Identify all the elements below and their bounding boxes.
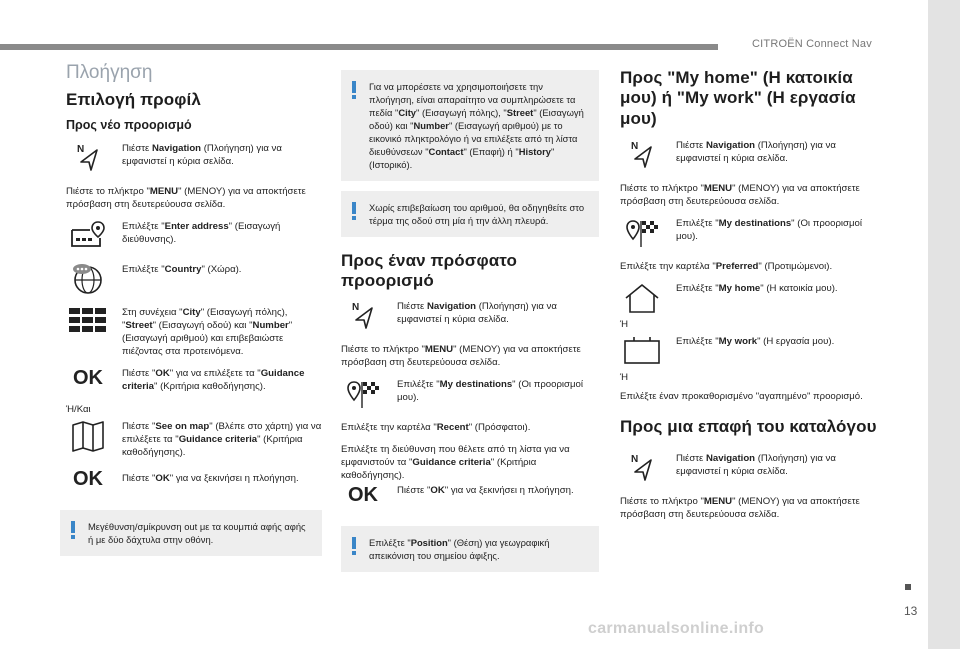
or-and-label: Ή/Και <box>66 404 91 416</box>
page-number: 13 <box>904 604 918 618</box>
heading-profile: Επιλογή προφίλ <box>66 90 201 109</box>
note-navigation-fields: Για να μπορέσετε να χρησιμοποιήσετε την πλοήγηση, είναι απαραίτητο να συμπληρώσετε τα πεδία "City" (Εισαγωγή πόλης), "Street" (Εισαγωγή οδού) και "Number" (Εισαγωγή αριθμού) με το εικονικό πληκτρολόγιο ή να επιλέξετε από τη λίστα διευθύνσεων "Contact" (Επαφή) ή "History" (Ιστορικό). <box>341 70 599 181</box>
page-edge-strip <box>928 0 960 649</box>
step-select-address: Επιλέξτε τη διεύθυνση που θέλετε από τη λίστα για να εμφανιστούν τα "Guidance criteria" (Κριτήρια καθοδήγησης). <box>341 443 570 481</box>
column-3 <box>620 68 882 530</box>
step-my-destinations: Επιλέξτε "My destinations" (Οι προορισμοί μου). <box>620 217 882 251</box>
info-icon <box>352 81 356 99</box>
note-position: Επιλέξτε "Position" (Θέση) για γεωγραφική απεικόνιση του σημείου άφιξης. <box>341 526 599 572</box>
navigation-arrow-icon <box>620 139 664 169</box>
globe-icon <box>66 263 110 295</box>
step-country: Επιλέξτε "Country" (Χώρα). <box>66 263 324 297</box>
step-recent-tab: Επιλέξτε την καρτέλα "Recent" (Πρόσφατοι). <box>341 421 531 433</box>
keyboard-icon <box>66 306 110 336</box>
note-no-confirmation: Χωρίς επιβεβαίωση του αριθμού, θα οδηγηθείτε στο τέρμα της οδού στη μία ή την άλλη πλευρά. <box>341 191 599 237</box>
step-menu: Πιέστε το πλήκτρο "MENU" (ΜΕΝΟΥ) για να αποκτήσετε πρόσβαση στη δευτερεύουσα σελίδα. <box>620 495 860 520</box>
destination-flag-icon <box>341 378 385 412</box>
navigation-arrow-icon <box>341 300 385 330</box>
home-icon <box>620 282 664 314</box>
info-icon <box>352 537 356 555</box>
step-menu: Πιέστε το πλήκτρο "MENU" (ΜΕΝΟΥ) για να αποκτήσετε πρόσβαση στη δευτερεύουσα σελίδα. <box>66 186 306 211</box>
watermark: carmanualsonline.info <box>588 620 765 637</box>
step-my-home: Επιλέξτε "My home" (Η κατοικία μου). <box>620 282 882 316</box>
svg-text:N: N <box>631 453 639 465</box>
header-title: CITROËN Connect Nav <box>752 38 872 50</box>
ok-icon: OK <box>73 468 103 491</box>
column-1 <box>66 62 324 556</box>
info-icon <box>71 521 75 539</box>
page-marker <box>905 584 911 590</box>
step-preferred-tab: Επιλέξτε την καρτέλα "Preferred" (Προτιμώμενοι). <box>620 261 833 273</box>
subheading-new-destination: Προς νέο προορισμό <box>66 118 192 133</box>
step-enter-address: Επιλέξτε "Enter address" (Εισαγωγή διεύθυνσης). <box>66 220 324 254</box>
heading-contact: Προς μια επαφή του καταλόγου <box>620 417 877 437</box>
heading-recent-destination: Προς έναν πρόσφατο προορισμό <box>341 251 517 291</box>
step-menu: Πιέστε το πλήκτρο "MENU" (ΜΕΝΟΥ) για να αποκτήσετε πρόσβαση στη δευτερεύουσα σελίδα. <box>341 343 581 368</box>
svg-text:N: N <box>77 144 85 156</box>
header-bar <box>0 44 718 50</box>
column-2 <box>341 70 599 572</box>
svg-text:N: N <box>352 301 360 313</box>
or-label: Ή <box>620 319 629 331</box>
map-icon <box>66 420 110 452</box>
step-ok-criteria: OK Πιέστε "OK" για να επιλέξετε τα "Guidance criteria" (Κριτήρια καθοδήγησης). <box>66 367 324 401</box>
step-navigation: N Πιέστε Navigation (Πλοήγηση) για να εμφανιστεί η κύρια σελίδα. <box>620 139 882 173</box>
note-zoom: Μεγέθυνση/σμίκρυνση out με τα κουμπιά αφής αφής ή με δύο δάχτυλα στην οθόνη. <box>60 510 322 556</box>
ok-icon: OK <box>348 483 378 506</box>
step-navigation: N Πιέστε Navigation (Πλοήγηση) για να εμφανιστεί η κύρια σελίδα. <box>341 300 599 334</box>
ok-icon: OK <box>73 367 103 390</box>
step-see-on-map: Πιέστε "See on map" (Βλέπε στο χάρτη) για να επιλέξετε τα "Guidance criteria" (Κριτήρια καθοδήγησης). <box>66 420 324 459</box>
section-title: Πλοήγηση <box>66 62 153 83</box>
step-navigation: N Πιέστε Navigation (Πλοήγηση) για να εμφανιστεί η κύρια σελίδα. <box>66 142 324 176</box>
or-label: Ή <box>620 372 629 384</box>
step-my-work: Επιλέξτε "My work" (Η εργασία μου). <box>620 335 882 369</box>
step-ok-start: OK Πιέστε "OK" για να ξεκινήσει η πλοήγηση. <box>66 468 324 496</box>
heading-home-work: Προς "My home" (Η κατοικία μου) ή "My work" (Η εργασία μου) <box>620 68 856 128</box>
info-icon <box>352 202 356 220</box>
navigation-arrow-icon <box>66 142 110 172</box>
step-menu: Πιέστε το πλήκτρο "MENU" (ΜΕΝΟΥ) για να αποκτήσετε πρόσβαση στη δευτερεύουσα σελίδα. <box>620 183 860 208</box>
destination-flag-icon <box>620 217 664 251</box>
navigation-arrow-icon <box>620 452 664 482</box>
svg-text:N: N <box>631 141 639 153</box>
step-favorite: Επιλέξτε έναν προκαθορισμένο "αγαπημένο" προορισμό. <box>620 391 863 403</box>
step-city-street-number: Στη συνέχεια "City" (Εισαγωγή πόλης), "Street" (Εισαγωγή οδού) και "Number" (Εισαγωγή αριθμού) και επιβεβαιώστε πιέζοντας στα προτεινόμενα. <box>66 306 324 358</box>
step-navigation: N Πιέστε Navigation (Πλοήγηση) για να εμφανιστεί η κύρια σελίδα. <box>620 452 882 486</box>
step-ok-start: OK Πιέστε "OK" για να ξεκινήσει η πλοήγηση. <box>341 484 599 510</box>
work-icon <box>620 335 664 367</box>
step-my-destinations: Επιλέξτε "My destinations" (Οι προορισμοί μου). <box>341 378 599 412</box>
address-entry-icon <box>66 220 110 250</box>
